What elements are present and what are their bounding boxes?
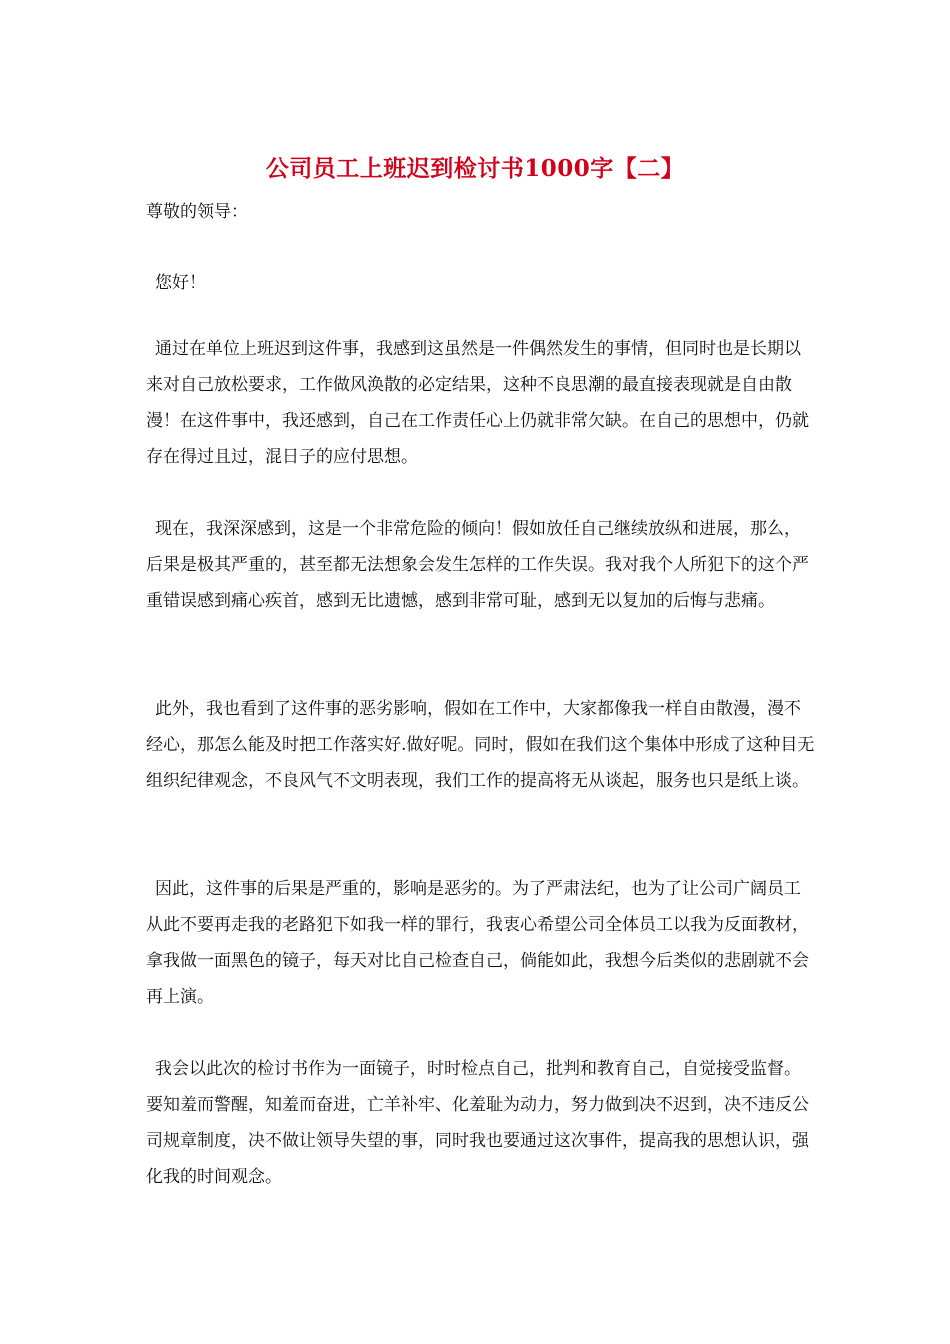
body-paragraph: 此外，我也看到了这件事的恶劣影响，假如在工作中，大家都像我一样自由散漫，漫不经心，那怎么能及时把工作落实好.做好呢。同时，假如在我们这个集体中形成了这种目无组织纪律观念，不良风气不文明表现，我们工作的提高将无从谈起，服务也只是纸上谈。 [146,699,815,791]
body-paragraph: 通过在单位上班迟到这件事，我感到这虽然是一件偶然发生的事情，但同时也是长期以来对自己放松要求，工作做风涣散的必定结果，这种不良思潮的最直接表现就是自由散漫！在这件事中，我还感到，自己在工作责任心上仍就非常欠缺。在自己的思想中，仍就存在得过且过，混日子的应付思想。 [146,339,809,467]
salutation: 尊敬的领导： [146,202,248,222]
body-paragraph: 我会以此次的检讨书作为一面镜子，时时检点自己，批判和教育自己，自觉接受监督。要知羞而警醒，知羞而奋进，亡羊补牢、化羞耻为动力，努力做到决不迟到，决不违反公司规章制度，决不做让领导失望的事，同时我也要通过这次事件，提高我的思想认识，强化我的时间观念。 [146,1059,809,1187]
greeting: 您好！ [155,273,206,293]
body-paragraph: 因此，这件事的后果是严重的，影响是恶劣的。为了严肃法纪，也为了让公司广阔员工从此不要再走我的老路犯下如我一样的罪行，我衷心希望公司全体员工以我为反面教材，拿我做一面黑色的镜子，每天对比自己检查自己，倘能如此，我想今后类似的悲剧就不会再上演。 [146,879,809,1007]
body-paragraph: 现在，我深深感到，这是一个非常危险的倾向！假如放任自己继续放纵和进展，那么，后果是极其严重的，甚至都无法想象会发生怎样的工作失误。我对我个人所犯下的这个严重错误感到痛心疾首，感到无比遗憾，感到非常可耻，感到无以复加的后悔与悲痛。 [146,519,809,611]
document-title: 公司员工上班迟到检讨书1000字【二】 [265,155,685,182]
